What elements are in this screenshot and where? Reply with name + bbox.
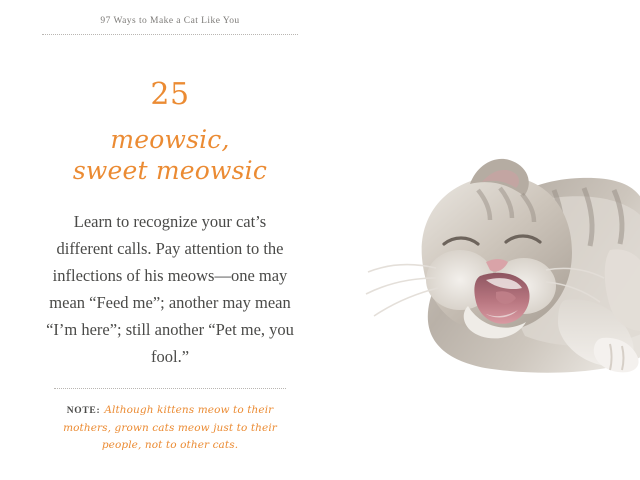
note-label: NOTE: [66,406,101,416]
running-header-text: 97 Ways to Make a Cat Like You [100,16,240,26]
note-block [42,401,298,453]
cat-photo [310,0,640,480]
cat-illustration [310,0,640,480]
header-divider [42,34,298,35]
entry-body-text: Learn to recognize your cat’s different calls. Pay attention to the inflections of his meows—one may mean “Feed me”; another may mean “I’m here”; still another “Pet me, you fool.” [46,212,294,366]
entry-number: 25 [150,77,190,112]
entry-title-line-2: sweet meowsic [72,156,268,185]
text-column [42,66,298,453]
entry-title-line-1: meowsic, [110,125,230,154]
note-divider [54,388,286,389]
running-header [42,14,298,35]
note-text: Although kittens meow to their mothers, grown cats meow just to their people, not to other cats. [63,404,277,451]
entry-title [42,124,298,186]
